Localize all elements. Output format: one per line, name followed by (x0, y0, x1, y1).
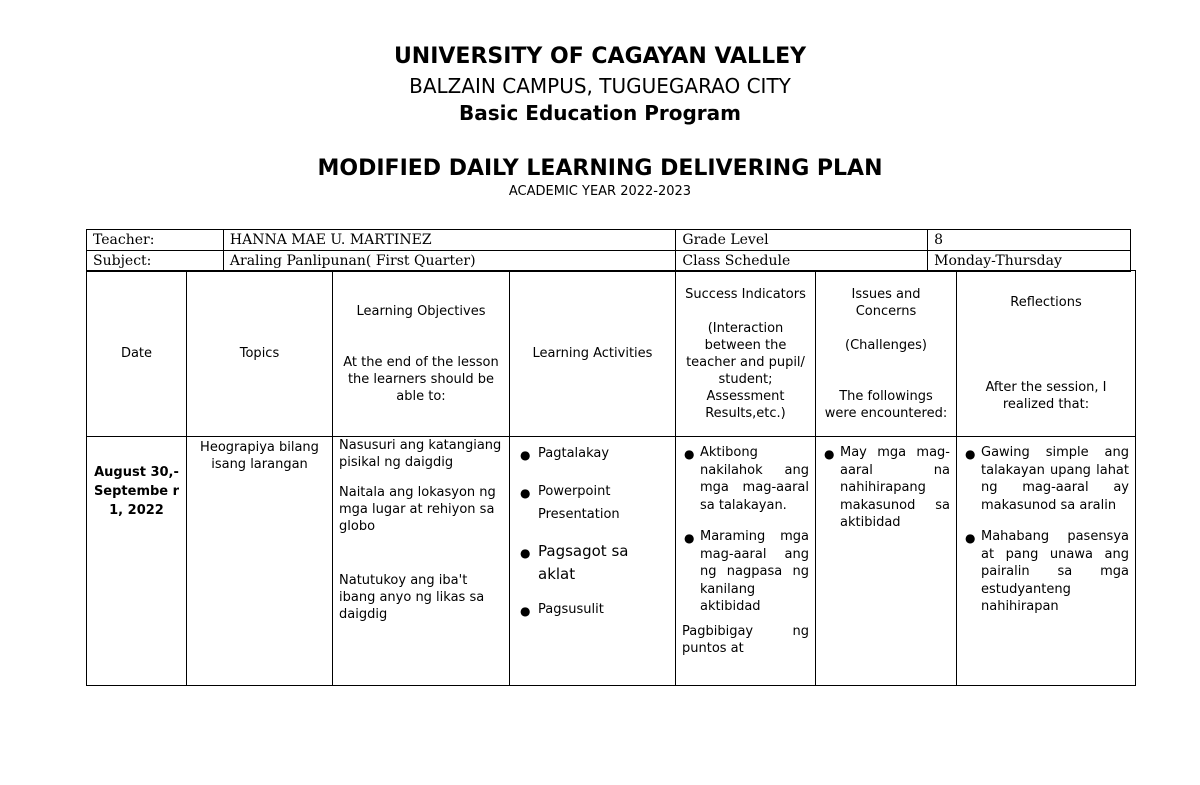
cell-activities (510, 437, 676, 686)
plan-title: MODIFIED DAILY LEARNING DELIVERING PLAN (317, 156, 883, 181)
header-issues: Issues and Concerns (Challenges) The followings were encountered: (816, 271, 957, 437)
subject-value: Araling Panlipunan( First Quarter) (223, 251, 676, 272)
header-activities: Learning Activities (510, 271, 676, 437)
grade-value: 8 (928, 230, 1131, 251)
teacher-value: HANNA MAE U. MARTINEZ (223, 230, 676, 251)
cell-topic: Heograpiya bilang isang larangan (187, 437, 333, 686)
schedule-value: Monday-Thursday (928, 251, 1131, 272)
cell-success (676, 437, 816, 686)
bullet-icon: ● (965, 447, 976, 461)
academic-year: ACADEMIC YEAR 2022-2023 (508, 184, 692, 199)
subject-label: Subject: (87, 251, 224, 272)
bullet-icon: ● (520, 486, 531, 500)
objective-item: Natutukoy ang iba't ibang anyo ng likas sa daigdig (339, 573, 485, 622)
issue-item: ● May mga mag-aaral na nahihirapang makasunod sa aktibidad (824, 445, 950, 530)
cell-objectives (333, 437, 510, 686)
header-success: Success Indicators (Interaction between the teacher and pupil/ student; Assessment Results,etc.) (676, 271, 816, 437)
bullet-icon: ● (684, 447, 695, 461)
activity-item: ● Pagsagot sa aklat (520, 542, 629, 583)
campus-name: BALZAIN CAMPUS, TUGUEGARAO CITY (409, 74, 791, 98)
table-header-row (87, 271, 1136, 437)
university-name: UNIVERSITY OF CAGAYAN VALLEY (393, 44, 807, 69)
reflection-item: ● Mahabang pasensya at pang unawa ang pairalin sa mga estudyanteng nahihirapan (965, 529, 1129, 614)
header-topics: Topics (187, 271, 333, 437)
success-item: ● Maraming mga mag-aaral ang ng nagpasa ng kanilang aktibidad (684, 529, 809, 614)
objective-item: Naitala ang lokasyon ng mga lugar at rehiyon sa globo (339, 485, 496, 534)
activity-item: ● Pagsusulit (516, 598, 669, 621)
bullet-icon: ● (824, 447, 835, 461)
program-name: Basic Education Program (458, 101, 742, 125)
bullet-icon: ● (520, 546, 531, 560)
bullet-icon: ● (965, 531, 976, 545)
cell-date: August 30,-Septembe r 1, 2022 (87, 437, 187, 686)
success-item: ● Aktibong nakilahok ang mga mag-aaral sa talakayan. (684, 445, 809, 513)
info-table (86, 229, 1131, 272)
activity-item: ● Powerpoint Presentation (520, 484, 620, 522)
header-reflections: Reflections After the session, I realized that: (957, 271, 1136, 437)
teacher-label: Teacher: (87, 230, 224, 251)
schedule-label: Class Schedule (676, 251, 928, 272)
header-date: Date (87, 271, 187, 437)
reflection-item: ● Gawing simple ang talakayan upang lahat ng mag-aaral ay makasunod sa aralin (965, 445, 1129, 513)
table-row (87, 437, 1136, 686)
activity-item: ● Pagtalakay (516, 442, 669, 465)
cell-issues (816, 437, 957, 686)
bullet-icon: ● (520, 448, 531, 462)
grade-label: Grade Level (676, 230, 928, 251)
objective-item: Nasusuri ang katangiang pisikal ng daigdig (339, 438, 502, 470)
success-extra: Pagbibigay ng puntos at (682, 623, 809, 656)
bullet-icon: ● (520, 604, 531, 618)
cell-reflections (957, 437, 1136, 686)
header-objectives: Learning Objectives At the end of the lesson the learners should be able to: (333, 271, 510, 437)
plan-table (86, 270, 1136, 686)
bullet-icon: ● (684, 531, 695, 545)
